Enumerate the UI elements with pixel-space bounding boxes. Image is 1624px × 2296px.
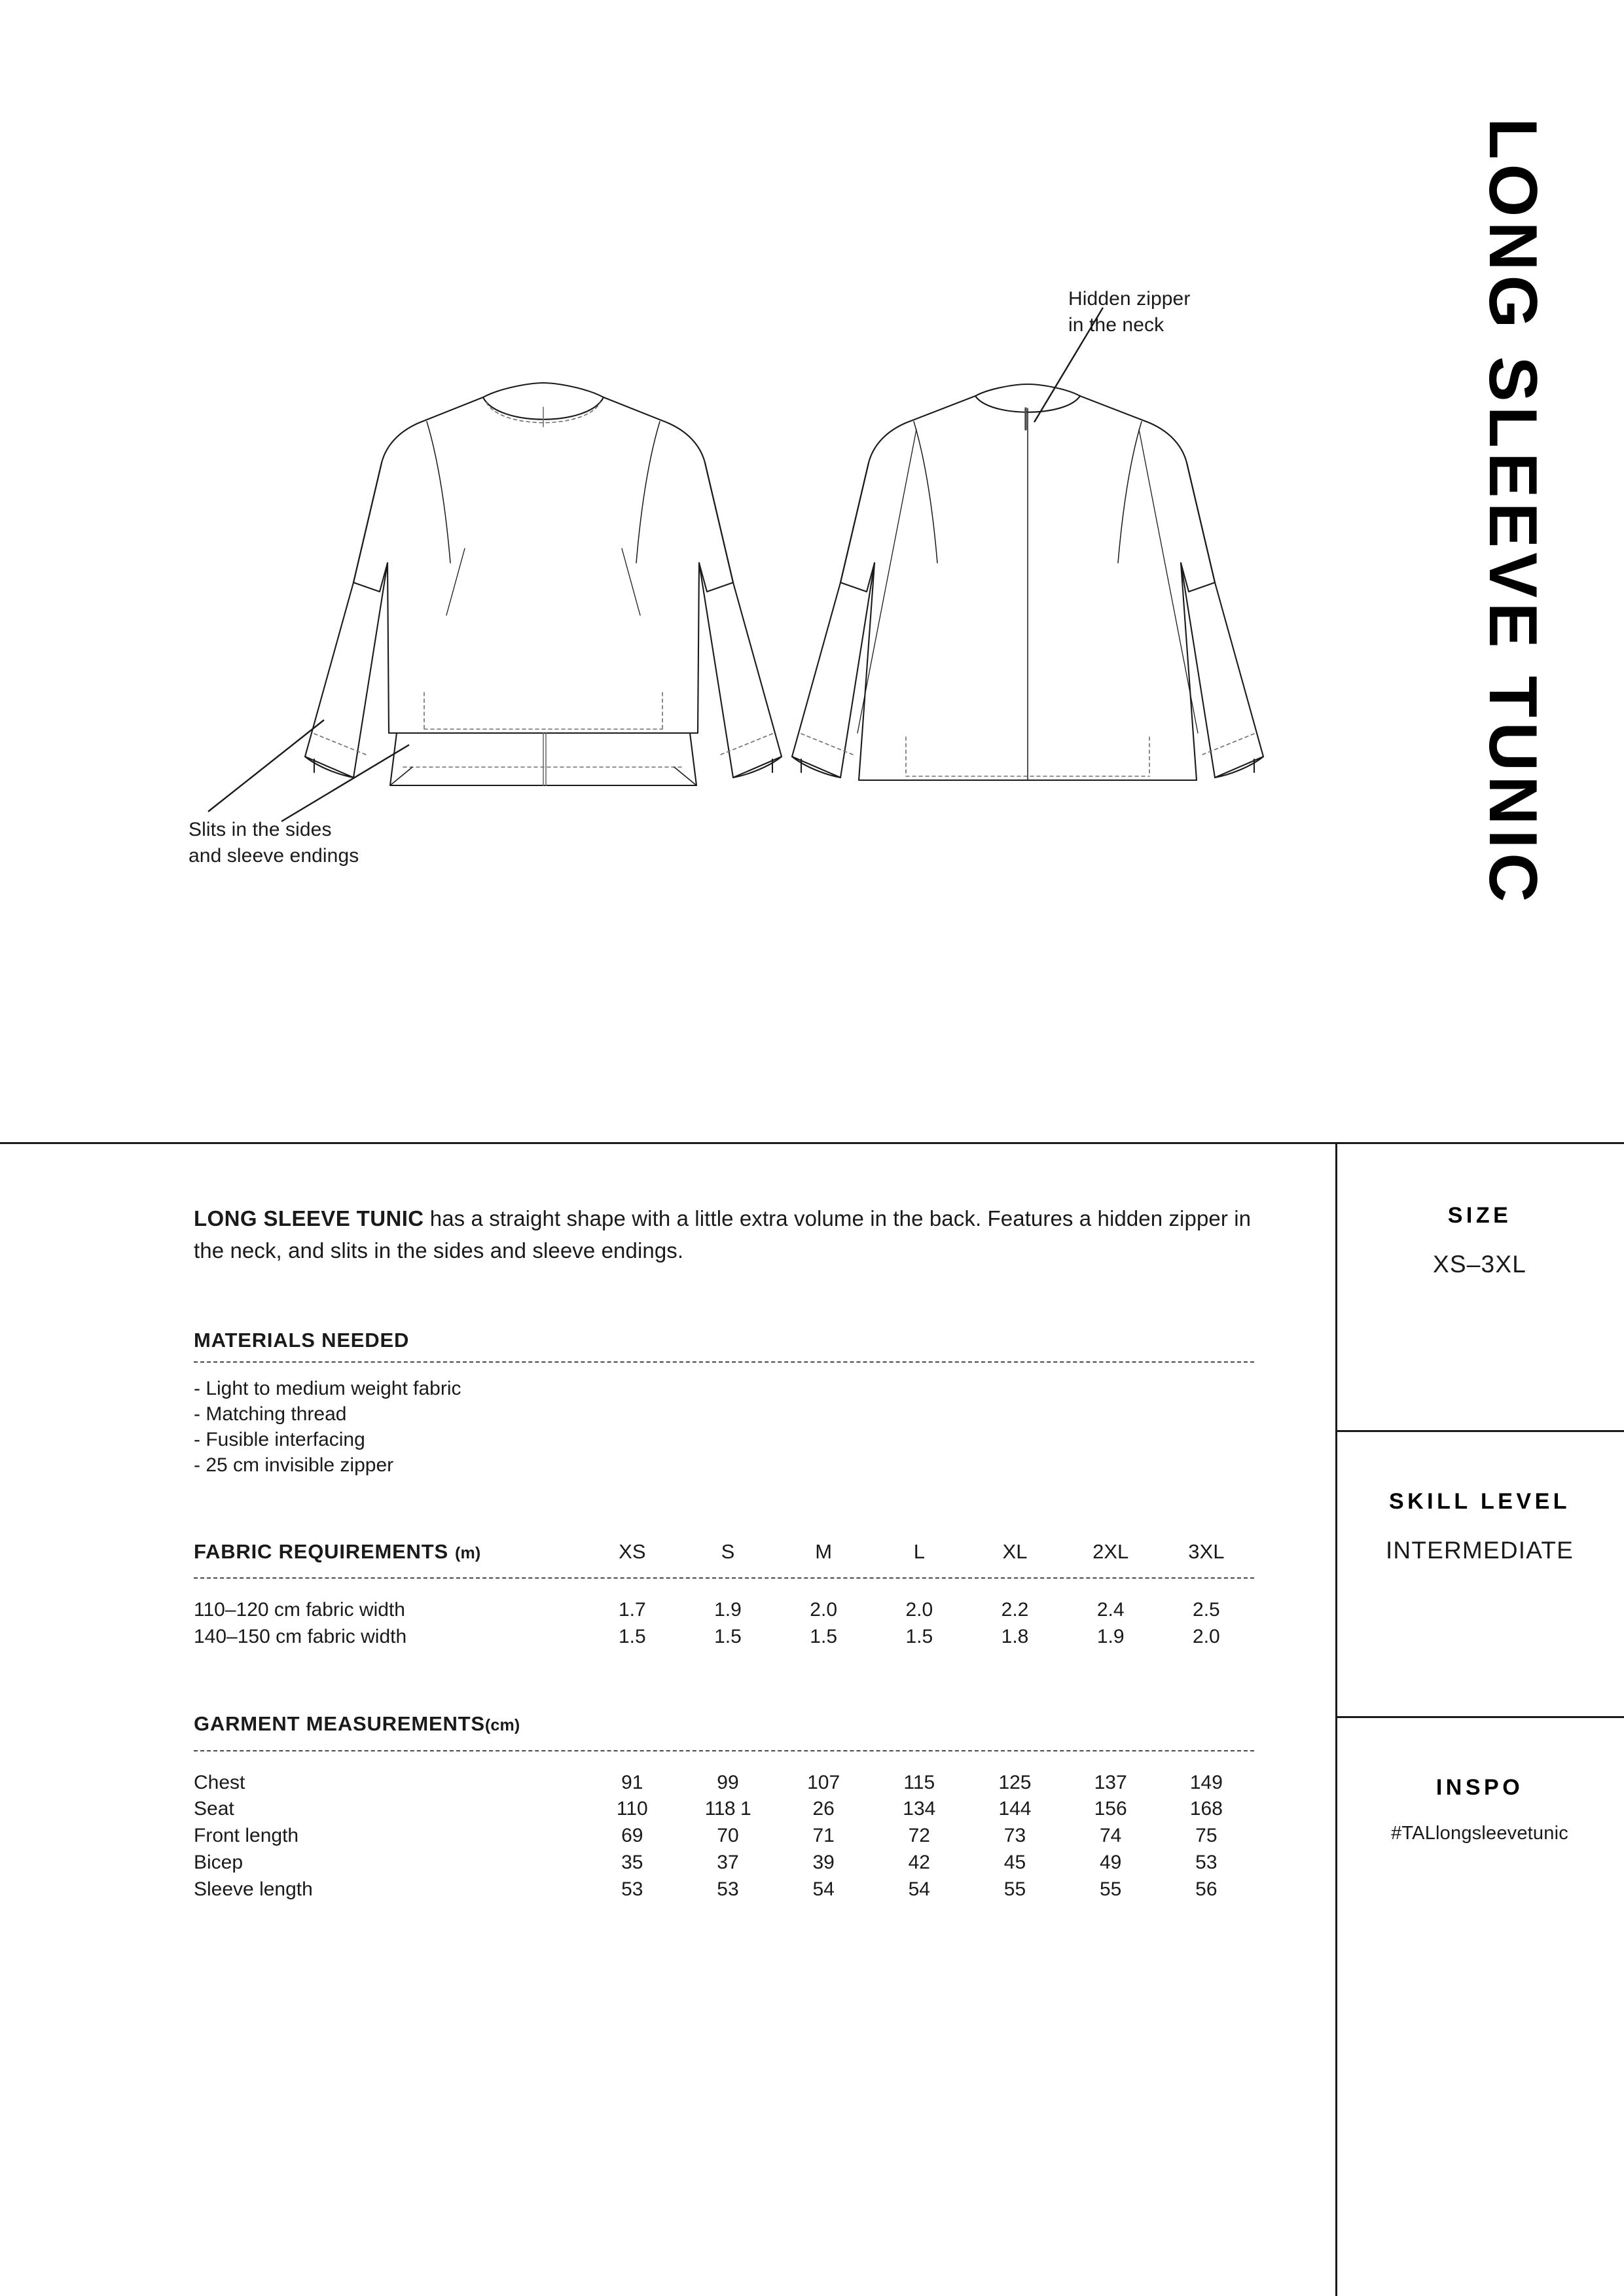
cell: 115: [903, 1771, 935, 1793]
intro-rest: has a straight shape with a little extra volume in the back. Features a hidden zipper in the neck, and slits in the sides and sleeve endings.: [194, 1206, 1252, 1263]
cell: 71: [812, 1825, 835, 1847]
cell: 54: [812, 1878, 835, 1900]
cell: 118 1: [704, 1798, 751, 1820]
fabric-requirements-unit: (m): [454, 1543, 481, 1562]
cell: 2.5: [1193, 1598, 1220, 1621]
callout-hidden-zipper: [1068, 286, 1190, 338]
cell: 1.5: [810, 1625, 838, 1647]
table-row: [194, 1823, 1254, 1850]
cell: 53: [621, 1878, 643, 1900]
list-item: - Fusible interfacing: [194, 1428, 365, 1450]
materials-dashed-rule: [194, 1361, 1254, 1363]
size-header-m: M: [815, 1539, 833, 1563]
cell: 74: [1099, 1825, 1122, 1847]
cell: 49: [1099, 1851, 1122, 1873]
size-header-s: S: [721, 1539, 735, 1563]
sidebar-panel-skill-level: [1335, 1489, 1624, 1564]
list-item: - Light to medium weight fabric: [194, 1377, 461, 1399]
table-row: [194, 1876, 1254, 1903]
table-row: [194, 1796, 1254, 1823]
size-header-xs: XS: [619, 1539, 646, 1563]
sidebar-divider: [1335, 1142, 1337, 2296]
garment-dashed-rule-cell: [194, 1741, 1254, 1770]
cell: 1.5: [714, 1625, 742, 1647]
cell: 70: [717, 1825, 739, 1847]
cell: 37: [717, 1851, 739, 1873]
sidebar-divider-skill: [1335, 1716, 1624, 1718]
cell: 1.5: [905, 1625, 933, 1647]
size-header-xl: XL: [1002, 1539, 1028, 1563]
main-divider: [0, 1142, 1624, 1144]
table-rule-row: [194, 1741, 1254, 1770]
table-row: [194, 1597, 1254, 1624]
cell: 144: [998, 1798, 1032, 1820]
cell: 168: [1189, 1798, 1223, 1820]
callout-slits-line1: Slits in the sides: [189, 819, 332, 840]
skill-level-panel-value: INTERMEDIATE: [1385, 1537, 1574, 1564]
back-view-illustration: [759, 367, 1296, 838]
cell: 55: [1003, 1878, 1026, 1900]
content-column: [194, 1203, 1254, 1903]
fabric-dashed-rule-cell: [194, 1568, 1254, 1597]
cell: 56: [1195, 1878, 1218, 1900]
garment-measurements-section: [194, 1710, 1254, 1903]
cell: 53: [1195, 1851, 1218, 1873]
cell: 110: [616, 1798, 648, 1820]
cell: 55: [1099, 1878, 1122, 1900]
fabric-requirements-table: [194, 1538, 1254, 1651]
intro-paragraph: [194, 1203, 1254, 1267]
cell: 1.7: [618, 1598, 646, 1621]
table-row: [194, 1850, 1254, 1876]
size-panel-value: XS–3XL: [1433, 1251, 1526, 1278]
fabric-requirements-section: [194, 1538, 1254, 1651]
cell: 156: [1094, 1798, 1127, 1820]
table-row: [194, 1624, 1254, 1651]
cell: 2.4: [1096, 1598, 1125, 1621]
sidebar-panel-inspo: [1335, 1775, 1624, 1844]
size-header-2xl: 2XL: [1092, 1539, 1129, 1563]
sidebar-divider-size: [1335, 1430, 1624, 1432]
cell: 45: [1003, 1851, 1026, 1873]
callout-slits: [189, 817, 359, 869]
materials-list: [194, 1376, 1254, 1478]
inspo-hashtag: #TALlongsleevetunic: [1391, 1823, 1568, 1844]
cell: 39: [812, 1851, 835, 1873]
spacer: [194, 1579, 1254, 1597]
slits-leader-line: [183, 713, 419, 831]
cell: 72: [908, 1825, 930, 1847]
row-label: Bicep: [194, 1851, 244, 1873]
cell: 69: [621, 1825, 643, 1847]
cell: 107: [807, 1771, 840, 1793]
cell: 91: [621, 1771, 643, 1793]
sidebar-panel-size: [1335, 1203, 1624, 1278]
cell: 2.2: [1001, 1598, 1029, 1621]
list-item: - Matching thread: [194, 1403, 347, 1425]
inspo-panel-title: INSPO: [1435, 1775, 1524, 1800]
list-item: - 25 cm invisible zipper: [194, 1454, 394, 1476]
callout-hidden-zipper-line2: in the neck: [1068, 314, 1164, 336]
materials-section: [194, 1329, 1254, 1478]
callout-slits-line2: and sleeve endings: [189, 845, 359, 867]
cell: 1.8: [1001, 1625, 1029, 1647]
cell: 26: [812, 1798, 835, 1820]
row-label: Front length: [194, 1825, 299, 1847]
fabric-requirements-heading: [194, 1538, 585, 1568]
materials-heading: MATERIALS NEEDED: [194, 1328, 410, 1352]
cell: 75: [1195, 1825, 1218, 1847]
row-label: Sleeve length: [194, 1878, 313, 1900]
size-header-3xl: 3XL: [1188, 1539, 1225, 1563]
intro-lead: LONG SLEEVE TUNIC: [194, 1206, 424, 1230]
spacer: [194, 1751, 1254, 1770]
row-label: 140–150 cm fabric width: [194, 1625, 407, 1647]
cell: 53: [717, 1878, 739, 1900]
garment-measurements-heading: [194, 1710, 1254, 1740]
skill-level-panel-title: SKILL LEVEL: [1388, 1489, 1571, 1514]
cell: 137: [1094, 1771, 1127, 1793]
row-label: 110–120 cm fabric width: [194, 1598, 405, 1621]
illustration-area: [0, 0, 1624, 1142]
cell: 1.9: [1096, 1625, 1125, 1647]
cell: 1.5: [618, 1625, 646, 1647]
page-title: LONG SLEEVE TUNIC: [1475, 118, 1551, 907]
table-row: [194, 1770, 1254, 1797]
cell: 73: [1003, 1825, 1026, 1847]
fabric-requirements-heading-text: FABRIC REQUIREMENTS: [194, 1539, 448, 1563]
cell: 99: [717, 1771, 739, 1793]
cell: 1.9: [714, 1598, 742, 1621]
row-label: Chest: [194, 1771, 245, 1793]
table-rule-row: [194, 1568, 1254, 1597]
table-header-row: [194, 1710, 1254, 1740]
cell: 35: [621, 1851, 643, 1873]
garment-measurements-table: [194, 1710, 1254, 1903]
cell: 42: [908, 1851, 930, 1873]
callout-hidden-zipper-line1: Hidden zipper: [1068, 288, 1191, 310]
cell: 2.0: [905, 1598, 933, 1621]
garment-measurements-unit: (cm): [484, 1716, 520, 1735]
size-panel-title: SIZE: [1447, 1203, 1512, 1228]
row-label: Seat: [194, 1798, 234, 1820]
cell: 134: [903, 1798, 936, 1820]
cell: 54: [908, 1878, 930, 1900]
garment-measurements-heading-text: GARMENT MEASUREMENTS: [194, 1712, 485, 1736]
cell: 2.0: [1193, 1625, 1220, 1647]
cell: 125: [998, 1771, 1032, 1793]
size-header-l: L: [913, 1539, 925, 1563]
cell: 2.0: [810, 1598, 838, 1621]
table-header-row: [194, 1538, 1254, 1568]
cell: 149: [1189, 1771, 1223, 1793]
